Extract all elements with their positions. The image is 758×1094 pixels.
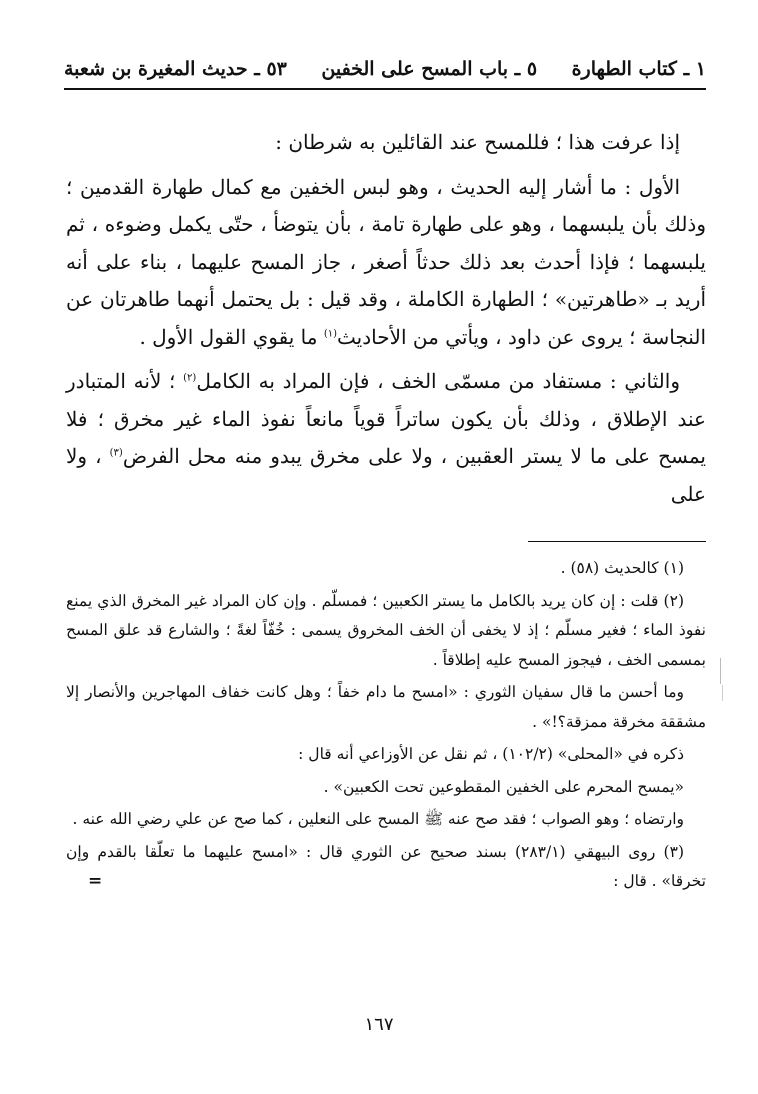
paragraph-second-middle: ؛ لأنه المتبادر عند الإطلاق ، وذلك بأن يكون ساتراً قوياً مانعاً نفوذ الماء غير مخرق ؛ فلا يمسح على ما لا يستر العقبين ، ولا على مخرق يبدو منه محل الفرض bbox=[66, 369, 706, 468]
paragraph-first-end: ما يقوي القول الأول . bbox=[139, 324, 324, 349]
running-header bbox=[64, 52, 706, 86]
page-number: ١٦٧ bbox=[364, 1014, 394, 1035]
paragraph-first-text: الأول : ما أشار إليه الحديث ، وهو لبس الخفين مع كمال طهارة القدمين ؛ وذلك بأن يلبسهما ، وهو على طهارة تامة ، بأن يتوضأ ، حتّى يكمل وضوءه ، ثم يلبسهما ؛ فإذا أحدث بعد ذلك حدثاً أصغر ، جاز المسح عليهما ، بناء على أنه أريد بـ «طاهرتين» ؛ الطهارة الكاملة ، وقد قيل : بل يحتمل أنهما طاهرتان عن النجاسة ؛ يروى عن داود ، ويأتي من الأحاديث bbox=[66, 174, 706, 349]
paragraph-intro: إذا عرفت هذا ؛ فللمسح عند القائلين به شرطان : bbox=[275, 130, 680, 154]
paragraph-second-text: والثاني : مستفاد من مسمّى الخف ، فإن المراد به الكامل bbox=[196, 369, 680, 393]
header-chapter-title: ٥ ـ باب المسح على الخفين bbox=[321, 58, 538, 80]
paragraph-first-condition bbox=[66, 169, 706, 357]
footnote-2-awzai-quote: «يمسح المحرم على الخفين المقطوعين تحت الكعبين» . bbox=[323, 777, 684, 796]
footnote-3 bbox=[66, 838, 706, 897]
footnote-2-source: ذكره في «المحلى» (١٠٢/٢) ، ثم نقل عن الأوزاعي أنه قال : bbox=[298, 745, 684, 763]
paragraph-second-condition bbox=[66, 363, 706, 513]
header-hadith-title: ٥٣ ـ حديث المغيرة بن شعبة bbox=[64, 58, 287, 80]
footnote-ref-2[interactable]: (٢) bbox=[183, 372, 197, 384]
footnotes bbox=[66, 554, 706, 903]
margin-line bbox=[720, 658, 721, 684]
footnote-ref-1[interactable]: (١) bbox=[323, 327, 338, 339]
paragraph-second-end: ، ولا على bbox=[66, 444, 706, 506]
footnote-3-text: (٣) روى البيهقي (٢٨٣/١) بسند صحيح عن الثوري قال : «امسح عليهما ما تعلّقا بالقدم وإن تخرقا» . قال : bbox=[66, 842, 706, 890]
footnote-2: (٢) قلت : إن كان يريد بالكامل ما يستر الكعبين ؛ فمسلّم . وإن كان المراد غير المخرق الذي يمنع نفوذ الماء ؛ فغير مسلّم ؛ إذ لا يخفى أن الخف المخروق يسمى : خُفّاً لغةً ؛ والشارع قد علق المسح بمسمى الخف ، فيجوز المسح عليه إطلاقاً . bbox=[66, 591, 706, 669]
footnote-separator bbox=[528, 541, 706, 542]
footnote-1: (١) كالحديث (٥٨) . bbox=[560, 559, 684, 577]
footnote-2-conclusion: وارتضاه ؛ وهو الصواب ؛ فقد صح عنه ﷺ المسح على النعلين ، كما صح عن علي رضي الله عنه . bbox=[72, 810, 684, 828]
margin-line-small bbox=[722, 685, 723, 701]
continuation-mark: = bbox=[88, 871, 103, 891]
footnote-ref-3[interactable]: (٣) bbox=[109, 447, 123, 459]
footnote-2-quote: وما أحسن ما قال سفيان الثوري : «امسح ما دام خفاً ؛ وهل كانت خفاف المهاجرين والأنصار إلا مشققة مخرقة ممزقة؟!» . bbox=[66, 683, 706, 731]
header-book-title: ١ ـ كتاب الطهارة bbox=[571, 58, 706, 80]
main-text bbox=[66, 124, 706, 520]
header-divider bbox=[64, 88, 706, 90]
